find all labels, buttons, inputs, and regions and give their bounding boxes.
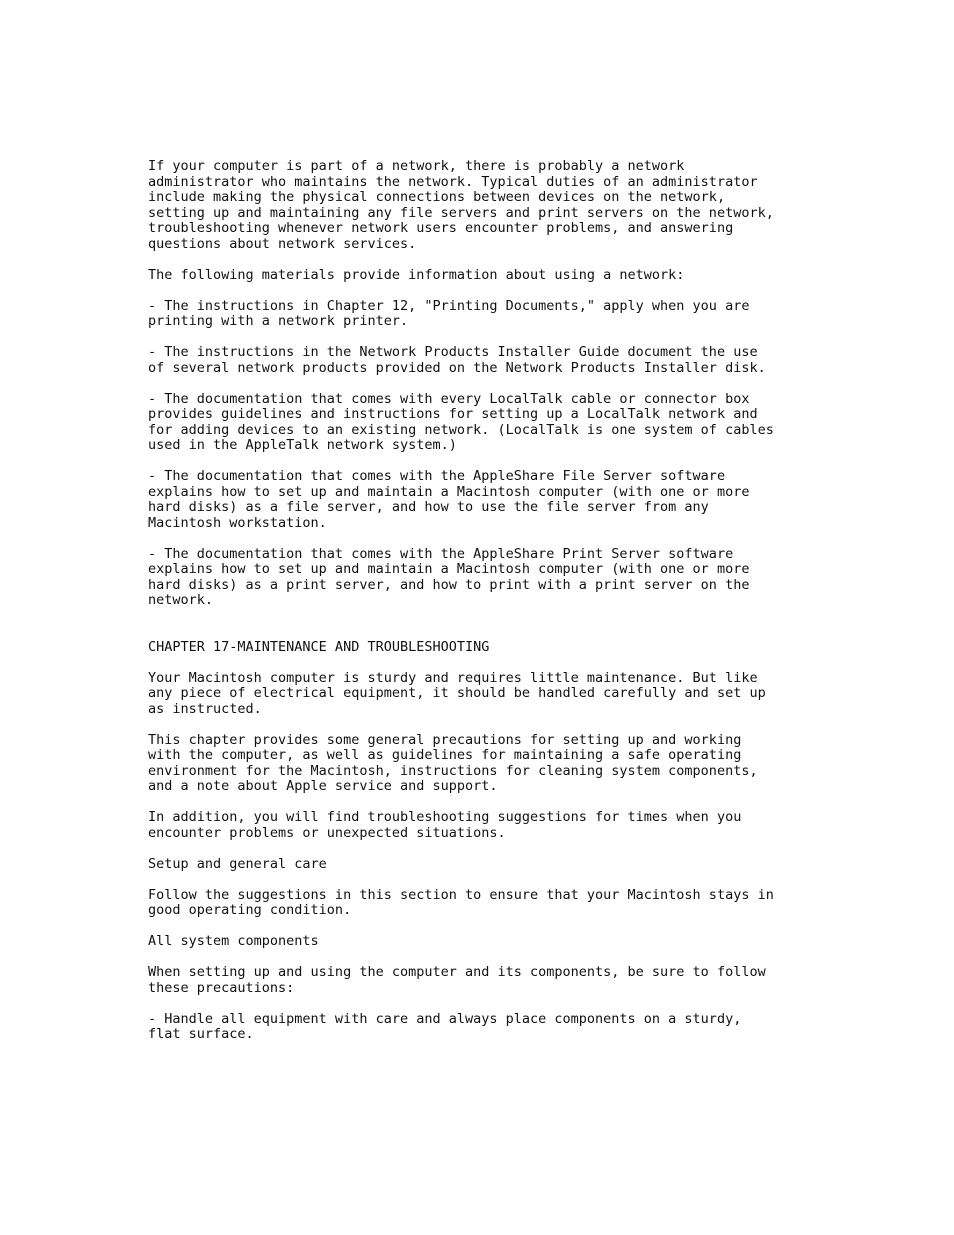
paragraph-troubleshooting-intro: In addition, you will find troubleshooting suggestions for times when you encounter problems or unexpected situations. xyxy=(148,809,742,841)
document-page xyxy=(148,159,838,1058)
list-item-handle-with-care: - Handle all equipment with care and always place components on a sturdy, flat surface. xyxy=(148,1010,742,1042)
section-heading: Setup and general care xyxy=(148,855,327,872)
paragraph-network-administrator: If your computer is part of a network, there is probably a network administrator who maintains the network. Typical duties of an administrator include making the physical connections between devices on the network, setting up and maintaining any file servers and print servers on the network, troubleshooting whenever network users encounter problems, and answering questions about network services. xyxy=(148,158,774,252)
chapter-title: CHAPTER 17-MAINTENANCE AND TROUBLESHOOTING xyxy=(148,638,490,655)
paragraph-chapter-overview: This chapter provides some general precautions for setting up and working with the computer, as well as guidelines for maintaining a safe operating environment for the Macintosh, instructions for cleaning system components, and a note about Apple service and support. xyxy=(148,731,758,794)
list-item-printing-documents: - The instructions in Chapter 12, "Printing Documents," apply when you are printing with a network printer. xyxy=(148,297,750,329)
chapter-spacer xyxy=(148,624,838,640)
list-item-localtalk-docs: - The documentation that comes with every LocalTalk cable or connector box provides guidelines and instructions for setting up a LocalTalk network and for adding devices to an existing network. (LocalTalk is one system of cables used in the AppleTalk network system.) xyxy=(148,390,774,453)
list-item-network-installer-guide: - The instructions in the Network Products Installer Guide document the use of several network products provided on the Network Products Installer disk. xyxy=(148,344,766,376)
paragraph-precautions-intro: When setting up and using the computer and its components, be sure to follow these precautions: xyxy=(148,964,766,996)
paragraph-section-intro: Follow the suggestions in this section to ensure that your Macintosh stays in good operating condition. xyxy=(148,886,774,918)
list-item-appleshare-print-server: - The documentation that comes with the AppleShare Print Server software explains how to set up and maintain a Macintosh computer (with one or more hard disks) as a print server, and how to print with a print server on the network. xyxy=(148,545,750,608)
paragraph-materials-intro: The following materials provide information about using a network: xyxy=(148,266,685,283)
paragraph-sturdy-computer: Your Macintosh computer is sturdy and requires little maintenance. But like any piece of electrical equipment, it should be handled carefully and set up as instructed. xyxy=(148,669,766,717)
list-item-appleshare-file-server: - The documentation that comes with the AppleShare File Server software explains how to set up and maintain a Macintosh computer (with one or more hard disks) as a file server, and how to use the file server from any Macintosh workstation. xyxy=(148,468,750,531)
subsection-heading: All system components xyxy=(148,933,319,949)
